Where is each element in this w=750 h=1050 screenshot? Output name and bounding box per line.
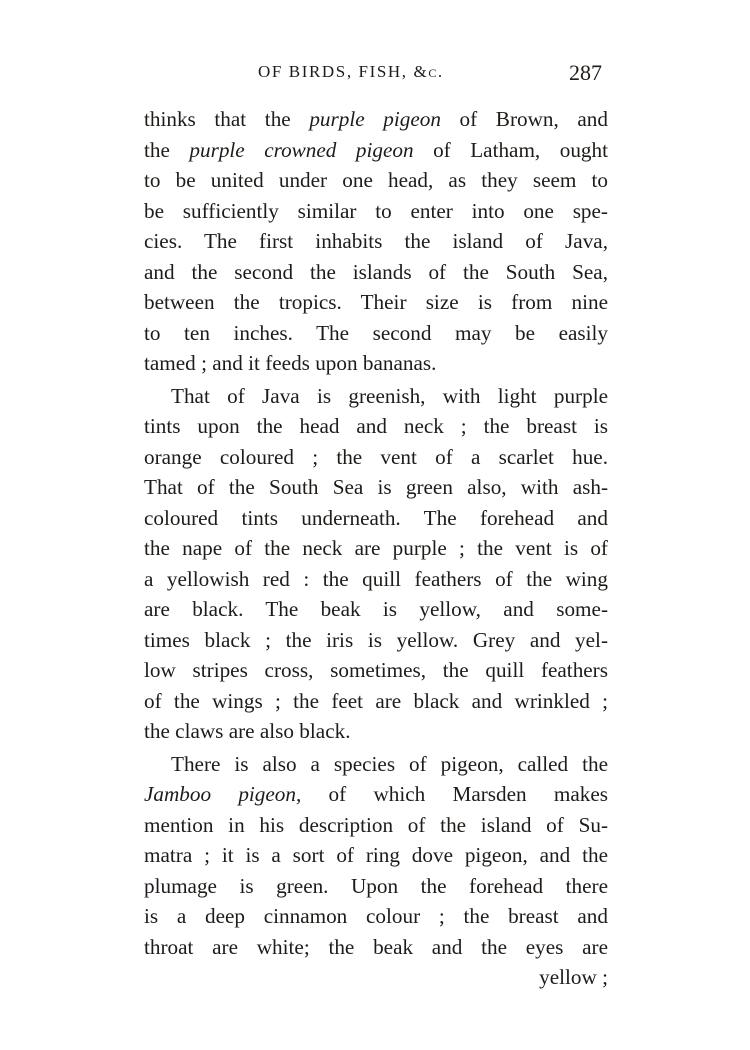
text-run: of which Marsden makes bbox=[301, 782, 608, 806]
text-run: are black. The beak is yellow, and some- bbox=[144, 597, 608, 621]
text-line bbox=[144, 135, 608, 166]
italic-term: purple crowned pigeon bbox=[189, 137, 414, 162]
text-run: orange coloured ; the vent of a scarlet hue. bbox=[144, 444, 608, 469]
text-run: plumage is green. Upon the forehead there bbox=[144, 873, 608, 898]
text-line bbox=[144, 716, 608, 747]
text-line bbox=[144, 594, 608, 625]
text-line bbox=[144, 625, 608, 656]
text-line bbox=[144, 318, 608, 349]
text-line bbox=[144, 749, 608, 780]
text-line bbox=[144, 442, 608, 473]
paragraph bbox=[144, 749, 608, 963]
text-run: thinks that the bbox=[144, 107, 310, 131]
text-run: and the second the islands of the South Sea, bbox=[144, 259, 608, 284]
text-run: the nape of the neck are purple ; the vent is of bbox=[144, 536, 608, 560]
text-run: There is also a species of pigeon, called the bbox=[171, 751, 608, 776]
text-line bbox=[144, 840, 608, 871]
text-line bbox=[144, 411, 608, 442]
text-run: That of the South Sea is green also, with ash- bbox=[144, 475, 608, 499]
text-line bbox=[144, 533, 608, 564]
text-line bbox=[144, 655, 608, 686]
page-number: 287 bbox=[569, 60, 602, 85]
text-run: That of Java is greenish, with light purple bbox=[171, 383, 608, 408]
text-run: of Brown, and bbox=[440, 107, 608, 131]
text-line bbox=[144, 686, 608, 717]
catchword: yellow ; bbox=[539, 965, 608, 989]
text-run: a yellowish red : the quill feathers of the wing bbox=[144, 566, 608, 591]
text-run: coloured tints underneath. The forehead and bbox=[144, 505, 608, 530]
text-line bbox=[144, 472, 608, 503]
text-run: of the wings ; the feet are black and wrinkled ; bbox=[144, 688, 608, 713]
text-run: low stripes cross, sometimes, the quill feathers bbox=[144, 658, 608, 682]
text-line bbox=[144, 503, 608, 534]
text-run: between the tropics. Their size is from nine bbox=[144, 290, 608, 314]
text-line bbox=[144, 287, 608, 318]
text-run: be sufficiently similar to enter into one spe- bbox=[144, 198, 608, 223]
paragraph bbox=[144, 381, 608, 747]
text-line bbox=[144, 165, 608, 196]
body-text bbox=[144, 104, 608, 993]
text-line bbox=[144, 196, 608, 227]
text-line bbox=[144, 564, 608, 595]
text-line bbox=[144, 779, 608, 810]
text-run: to ten inches. The second may be easily bbox=[144, 320, 608, 345]
text-run: matra ; it is a sort of ring dove pigeon, and the bbox=[144, 843, 608, 867]
text-line bbox=[144, 381, 608, 412]
text-run: is a deep cinnamon colour ; the breast and bbox=[144, 904, 608, 928]
text-line bbox=[144, 104, 608, 135]
italic-term: purple pigeon bbox=[309, 107, 441, 131]
text-run: the bbox=[144, 137, 190, 162]
text-line bbox=[144, 932, 608, 963]
text-run: the claws are also black. bbox=[144, 719, 351, 743]
text-line bbox=[144, 901, 608, 932]
text-run: cies. The first inhabits the island of Java, bbox=[144, 229, 608, 253]
text-line bbox=[144, 348, 608, 379]
text-run: mention in his description of the island of Su- bbox=[144, 812, 608, 837]
paragraph bbox=[144, 104, 608, 379]
text-line bbox=[144, 810, 608, 841]
text-run: tints upon the head and neck ; the breast is bbox=[144, 414, 608, 438]
text-run: of Latham, ought bbox=[413, 137, 608, 162]
text-line bbox=[144, 871, 608, 902]
text-run: throat are white; the beak and the eyes are bbox=[144, 934, 608, 959]
text-run: to be united under one head, as they seem to bbox=[144, 168, 608, 192]
running-head bbox=[144, 60, 612, 90]
italic-term: Jamboo pigeon, bbox=[144, 782, 302, 806]
running-title: OF BIRDS, FISH, &c. bbox=[258, 62, 444, 81]
text-run: times black ; the iris is yellow. Grey and yel- bbox=[144, 627, 608, 652]
text-run: tamed ; and it feeds upon bananas. bbox=[144, 351, 437, 375]
text-line bbox=[144, 226, 608, 257]
text-line bbox=[144, 257, 608, 288]
